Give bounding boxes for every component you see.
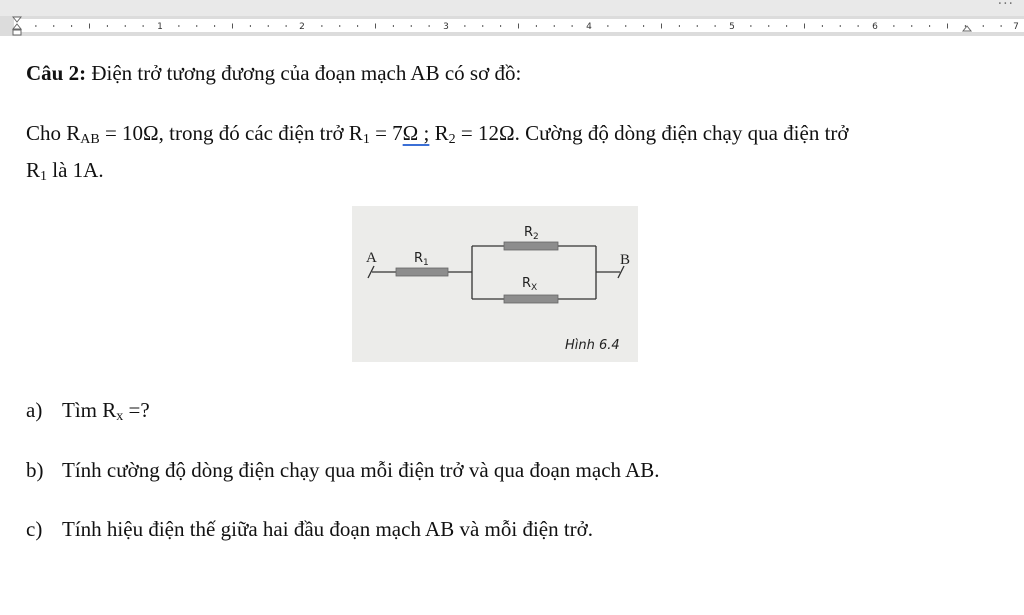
label-rx: $R_X$	[522, 276, 538, 293]
ruler-number-5: 5	[729, 22, 735, 32]
ruler-number-1: 1	[157, 22, 163, 32]
given-text-5: = 12Ω. Cường độ dòng điện chạy qua điện trở	[455, 121, 849, 145]
right-indent-marker-icon[interactable]	[963, 26, 971, 31]
given-text-2: = 10Ω, trong đó các điện trở R	[99, 121, 363, 145]
label-r2: $R_2$	[524, 225, 539, 242]
question-c-text: Tính hiệu điện thế giữa hai đầu đoạn mạch AB và mỗi điện trở.	[62, 517, 594, 541]
given-text-1: Cho R	[26, 121, 81, 145]
subscript-1: 1	[362, 132, 370, 147]
question-a-label: a)	[26, 398, 43, 422]
ruler-number-6: 6	[872, 22, 878, 32]
question-b-label: b)	[26, 458, 44, 482]
resistor-r2	[504, 242, 558, 250]
question-c-label: c)	[26, 517, 43, 541]
subscript-1b: 1	[40, 169, 48, 184]
label-b: B	[620, 252, 631, 268]
given-text-4: R	[429, 121, 449, 145]
label-r1: $R_1$	[414, 251, 429, 268]
label-a: A	[366, 250, 377, 266]
question-title: Điện trở tương đương của đoạn mạch AB có sơ đồ:	[86, 61, 522, 85]
ruler-number-3: 3	[443, 22, 449, 32]
given-line-2	[26, 155, 104, 192]
subscript-ab: AB	[80, 132, 100, 147]
question-a-after: =?	[123, 398, 150, 422]
subscript-2: 2	[448, 132, 456, 147]
resistor-rx	[504, 295, 558, 303]
given-line-1	[26, 118, 849, 155]
question-heading	[26, 58, 521, 88]
question-a	[26, 395, 150, 432]
question-number: Câu 2:	[26, 61, 87, 85]
given-text-7: là 1A.	[47, 158, 104, 182]
ruler-ticks	[0, 16, 1024, 36]
question-b-text: Tính cường độ dòng điện chạy qua mỗi điện trở và qua đoạn mạch AB.	[62, 458, 660, 482]
subscript-x: x	[116, 409, 124, 424]
resistor-r1	[396, 268, 448, 276]
more-horizontal-icon[interactable]: ···	[997, 0, 1014, 12]
ruler-number-4: 4	[586, 22, 592, 32]
question-c	[26, 514, 593, 544]
ruler-number-2: 2	[299, 22, 305, 32]
circuit-figure	[352, 206, 638, 362]
circuit-diagram	[352, 206, 638, 362]
ruler-number-7: 7	[1013, 22, 1019, 32]
question-b	[26, 455, 660, 485]
figure-caption: Hình 6.4	[565, 338, 620, 353]
question-a-text: Tìm R	[62, 398, 117, 422]
given-text-6: R	[26, 158, 41, 182]
given-text-3: = 7	[369, 121, 403, 145]
left-indent-marker-icon[interactable]	[12, 16, 22, 36]
grammar-flagged-text[interactable]: Ω ;	[402, 121, 430, 145]
horizontal-ruler[interactable]	[0, 16, 1024, 36]
